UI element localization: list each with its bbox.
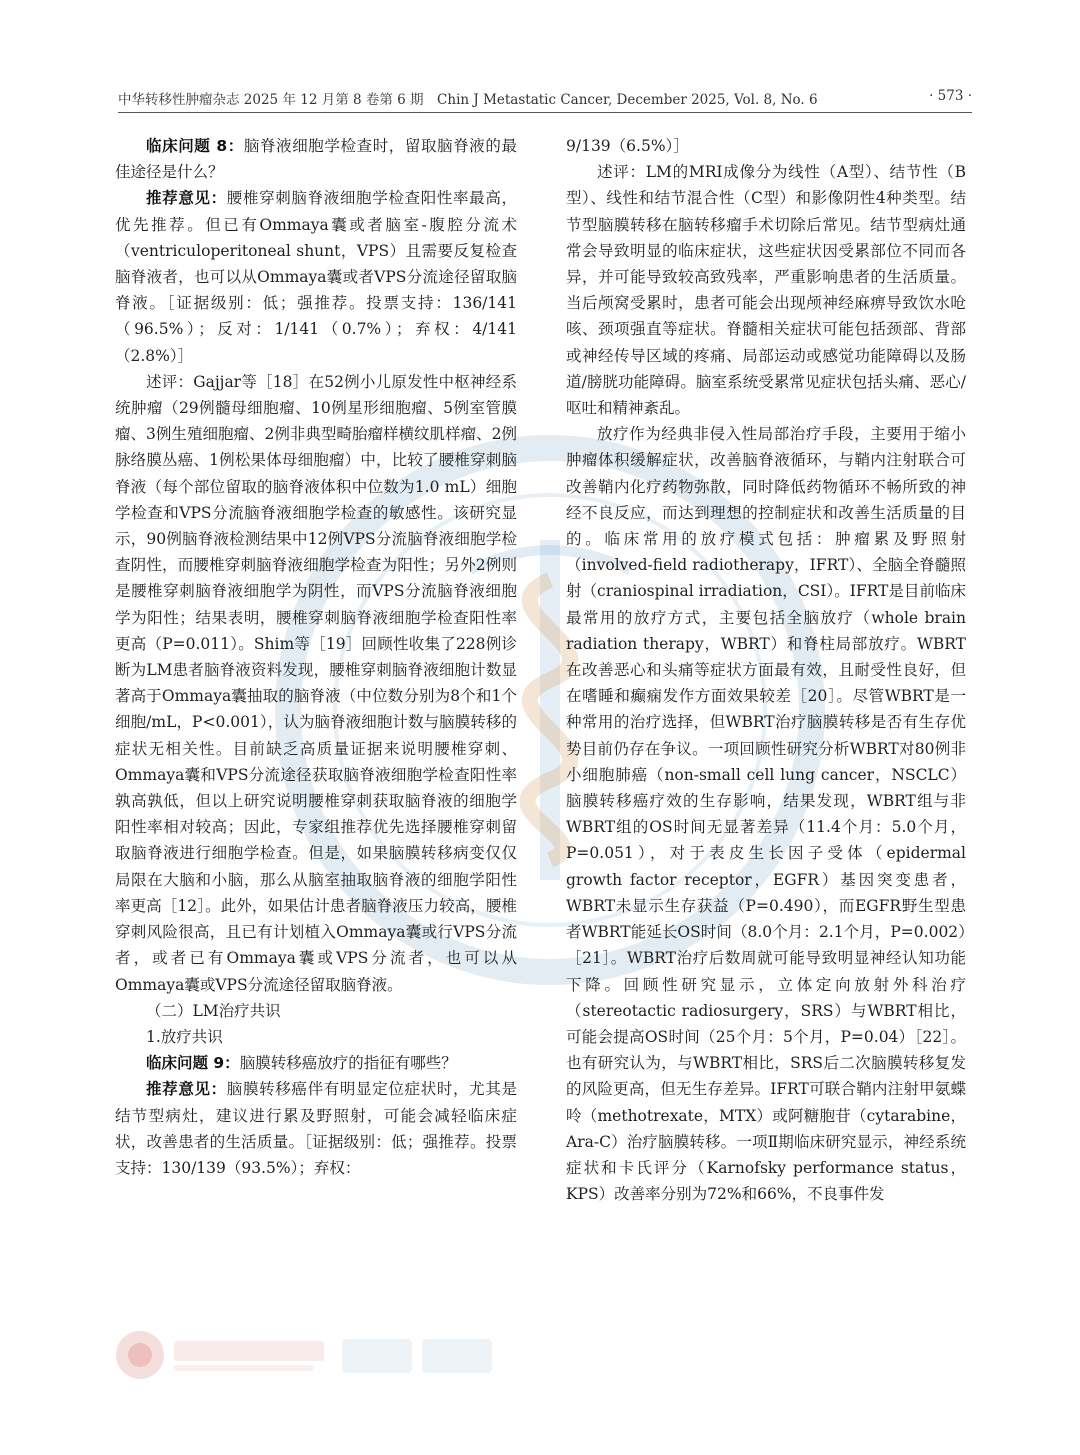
- commentary-9: [566, 159, 966, 421]
- commentary-text: Gajjar等［18］在52例小儿原发性中枢神经系统肿瘤（29例髓母细胞瘤、10例星形细胞瘤、5例室管膜瘤、3例生殖细胞瘤、2例非典型畸胎瘤样横纹肌样瘤、2例脉络膜丛癌、1例松果体母细胞瘤）中，比较了腰椎穿刺脑脊液（每个部位留取的脑脊液体积中位数为1.0 mL）细胞学检查和VPS分流脑脊液细胞学检查的敏感性。该研究显示，90例脑脊液检测结果中12例VPS分流脑脊液细胞学检查阴性，而腰椎穿刺脑脊液细胞学检查为阳性；另外2例则是腰椎穿刺脑脊液细胞学为阴性，而VPS分流脑脊液细胞学为阳性；结果表明，腰椎穿刺脑脊液细胞学检查阳性率更高（P=0.011）。Shim等［19］回顾性收集了228例诊断为LM患者脑脊液资料发现，腰椎穿刺脑脊液细胞计数显著高于Ommaya囊抽取的脑脊液（中位数分别为8个和1个细胞/mL，P<0.001），认为脑脊液细胞计数与脑膜转移的症状无相关性。目前缺乏高质量证据来说明腰椎穿刺、Ommaya囊和VPS分流途径获取脑脊液细胞学检查阳性率孰高孰低，但以上研究说明腰椎穿刺获取脑脊液的细胞学阳性率相对较高；因此，专家组推荐优先选择腰椎穿刺留取脑脊液进行细胞学检查。但是，如果脑膜转移病变仅仅局限在大脑和小脑，那么从脑室抽取脑脊液的细胞学阳性率更高［12］。此外，如果估计患者脑脊液压力较高，腰椎穿刺风险很高，且已有计划植入Ommaya囊或行VPS分流者，或者已有Ommaya囊或VPS分流者，也可以从Ommaya囊或VPS分流途径留取脑脊液。: [115, 372, 517, 994]
- publisher-logo-watermark-icon: [110, 1325, 500, 1385]
- commentary-label: 述评：: [597, 163, 646, 182]
- question-text: 脑膜转移癌放疗的指征有哪些？: [239, 1054, 457, 1073]
- recommendation-label: 推荐意见：: [146, 1080, 227, 1099]
- recommendation-text: 脑膜转移癌伴有明显定位症状时，尤其是结节型病灶，建议进行累及野照射，可能会减轻临床症状，改善患者的生活质量。［证据级别：低；强推荐。投票支持：130/139（93.5%）；弃权：: [115, 1080, 517, 1177]
- commentary-text: LM的MRI成像分为线性（A型）、结节性（B型）、线性和结节混合性（C型）和影像阴性4种类型。结节型脑膜转移在脑转移瘤手术切除后常见。结节型病灶通常会导致明显的临床症状，这些症状因受累部位不同而各异，并可能导致较高致残率，严重影响患者的生活质量。当后颅窝受累时，患者可能会出现颅神经麻痹导致饮水呛咳、颈项强直等症状。脊髓相关症状可能包括颈部、背部或神经传导区域的疼痛、局部运动或感觉功能障碍以及肠道/膀胱功能障碍。脑室系统受累常见症状包括头痛、恶心/呕吐和精神紊乱。: [566, 163, 966, 418]
- commentary-8: [115, 369, 517, 998]
- recommendation-8: [115, 185, 517, 368]
- recommendation-9: [115, 1076, 517, 1181]
- header-rule: [118, 112, 972, 113]
- right-column: [566, 133, 966, 1207]
- page-number: · 573 ·: [929, 88, 972, 104]
- subsection-heading-radiotherapy: 1.放疗共识: [146, 1027, 223, 1046]
- clinical-question-8: [115, 133, 517, 185]
- commentary-label: 述评：: [146, 372, 194, 391]
- clinical-question-9: [115, 1050, 517, 1076]
- question-text: 脑脊液细胞学检查时，留取脑脊液的最佳途径是什么？: [115, 137, 517, 182]
- commentary-9-radiotherapy: 放疗作为经典非侵入性局部治疗手段，主要用于缩小肿瘤体积缓解症状，改善脑脊液循环，与鞘内注射联合可改善鞘内化疗药物弥散，同时降低药物循环不畅所致的神经不良反应，而达到理想的控制症状和改善生活质量的目的。临床常用的放疗模式包括：肿瘤累及野照射（involved-field radiotherapy，IFRT）、全脑全脊髓照射（craniospinal irradiation，CSI）。IFRT是目前临床最常用的放疗方式，主要包括全脑放疗（whole brain radiation therapy，WBRT）和脊柱局部放疗。WBRT在改善恶心和头痛等症状方面最有效，且耐受性良好，但在嗜睡和癫痫发作方面效果较差［20］。尽管WBRT是一种常用的治疗选择，但WBRT治疗脑膜转移是否有生存优势目前仍存在争议。一项回顾性研究分析WBRT对80例非小细胞肺癌（non-small cell lung cancer，NSCLC）脑膜转移癌疗效的生存影响，结果发现，WBRT组与非WBRT组的OS时间无显著差异（11.4个月：5.0个月，P=0.051），对于表皮生长因子受体（epidermal growth factor receptor，EGFR）基因突变患者，WBRT未显示生存获益（P=0.490），而EGFR野生型患者WBRT能延长OS时间（8.0个月：2.1个月，P=0.002）［21］。WBRT治疗后数周就可能导致明显神经认知功能下降。回顾性研究显示，立体定向放射外科治疗（stereotactic radiosurgery，SRS）与WBRT相比，可能会提高OS时间（25个月：5个月，P=0.04）［22］。也有研究认为，与WBRT相比，SRS后二次脑膜转移复发的风险更高，但无生存差异。IFRT可联合鞘内注射甲氨蝶呤（methotrexate，MTX）或阿糖胞苷（cytarabine，Ara-C）治疗脑膜转移。一项Ⅱ期临床研究显示，神经系统症状和卡氏评分（Karnofsky performance status，KPS）改善率分别为72%和66%，不良事件发: [566, 425, 966, 1204]
- recommendation-9-continued: 9/139（6.5%）］: [566, 137, 689, 155]
- question-label: 临床问题 8：: [146, 137, 244, 155]
- section-heading-treatment: （二）LM治疗共识: [146, 1001, 281, 1020]
- running-header: [118, 88, 972, 110]
- recommendation-label: 推荐意见：: [146, 189, 227, 208]
- recommendation-text: 腰椎穿刺脑脊液细胞学检查阳性率最高，优先推荐。但已有Ommaya囊或者脑室-腹腔分流术（ventriculoperitoneal shunt，VPS）且需要反复检查脑脊液者，也可以从Ommaya囊或者VPS分流途径留取脑脊液。［证据级别：低；强推荐。投票支持：136/141（96.5%）；反对：1/141（0.7%）；弃权：4/141（2.8%）］: [115, 189, 517, 365]
- question-label: 临床问题 9：: [146, 1054, 240, 1073]
- journal-citation: 中华转移性肿瘤杂志 2025 年 12 月第 8 卷第 6 期 Chin J Metastatic Cancer, December 2025, Vol. 8, No. 6: [118, 92, 818, 108]
- left-column: [115, 133, 517, 1181]
